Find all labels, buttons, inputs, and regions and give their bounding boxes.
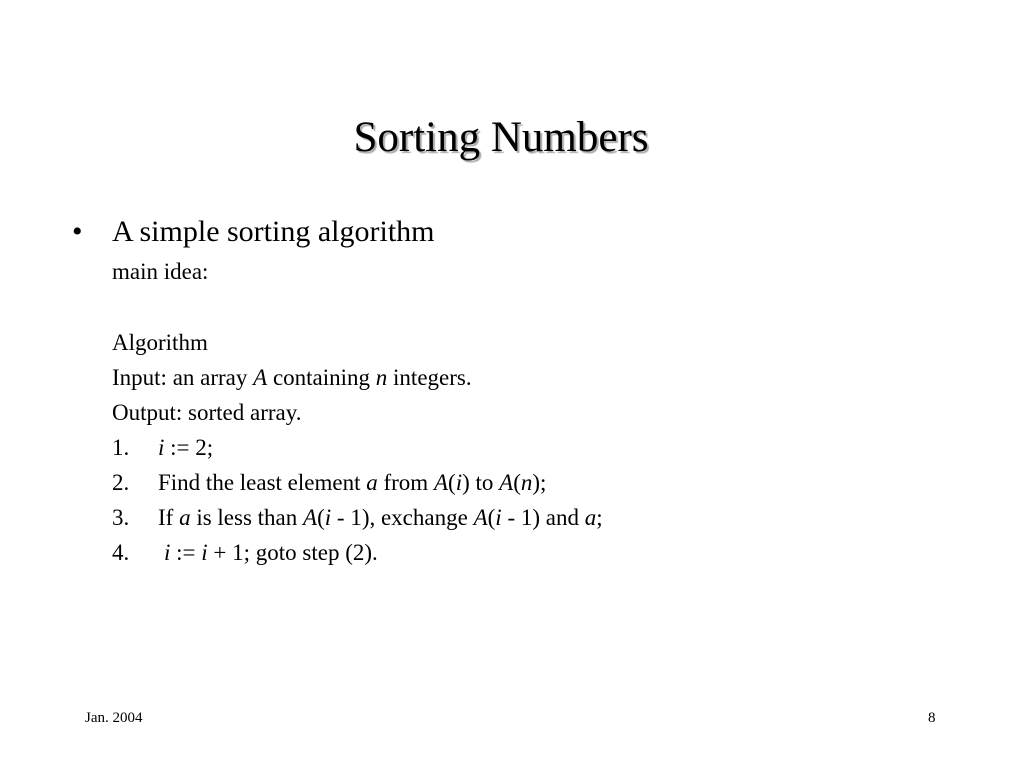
input-suffix: integers. xyxy=(387,365,472,390)
bullet-icon: • xyxy=(72,215,83,248)
input-prefix: Input: an array xyxy=(112,365,254,390)
step-text: is less than xyxy=(190,505,304,530)
step-text: - 1) and xyxy=(501,505,585,530)
step-number: 1. xyxy=(112,435,130,460)
step-var: a xyxy=(366,470,378,495)
main-idea-label: main idea: xyxy=(112,259,209,284)
step-2 xyxy=(112,465,603,500)
step-var: n xyxy=(520,470,533,495)
step-text: ; xyxy=(596,505,603,530)
step-var: i xyxy=(455,470,463,495)
bullet-item xyxy=(72,212,435,252)
array-variable: A xyxy=(253,365,268,390)
footer-date: Jan. 2004 xyxy=(85,710,143,726)
step-number: 2. xyxy=(112,470,130,495)
step-text: ( xyxy=(487,505,496,530)
step-text: ) to xyxy=(462,470,500,495)
step-var: A xyxy=(303,505,318,530)
step-var: a xyxy=(179,505,191,530)
blank-line xyxy=(112,289,603,325)
step-var: i xyxy=(201,540,208,565)
step-var: A xyxy=(499,470,514,495)
input-middle: containing xyxy=(267,365,376,390)
step-var: a xyxy=(584,505,597,530)
output-line: Output: sorted array. xyxy=(112,400,302,425)
step-var: i xyxy=(324,505,332,530)
count-variable: n xyxy=(375,365,388,390)
step-4 xyxy=(112,535,603,570)
step-var: A xyxy=(433,470,449,495)
step-number: 3. xyxy=(112,505,130,530)
step-text: from xyxy=(377,470,434,495)
step-text: := 2; xyxy=(164,435,214,460)
step-var: i xyxy=(164,540,171,565)
step-var: i xyxy=(158,435,165,460)
step-number: 4. xyxy=(112,540,130,565)
step-text: - 1), exchange xyxy=(331,505,474,530)
step-text: If xyxy=(158,505,180,530)
step-text: := xyxy=(170,540,202,565)
step-text: ( xyxy=(513,470,521,495)
step-var: i xyxy=(495,505,502,530)
footer-page-number: 8 xyxy=(928,710,936,726)
slide-title: Sorting Numbers xyxy=(353,114,649,161)
algorithm-heading: Algorithm xyxy=(112,330,208,355)
step-var: A xyxy=(473,505,488,530)
step-text: ); xyxy=(532,470,547,495)
step-3 xyxy=(112,500,603,535)
step-1 xyxy=(112,430,603,465)
step-text: ( xyxy=(448,470,456,495)
step-text: Find the least element xyxy=(158,470,367,495)
step-text: ( xyxy=(317,505,325,530)
algorithm-body xyxy=(112,254,603,570)
bullet-text: A simple sorting algorithm xyxy=(112,215,435,248)
input-line xyxy=(112,360,603,395)
step-text: + 1; goto step (2). xyxy=(207,540,378,565)
